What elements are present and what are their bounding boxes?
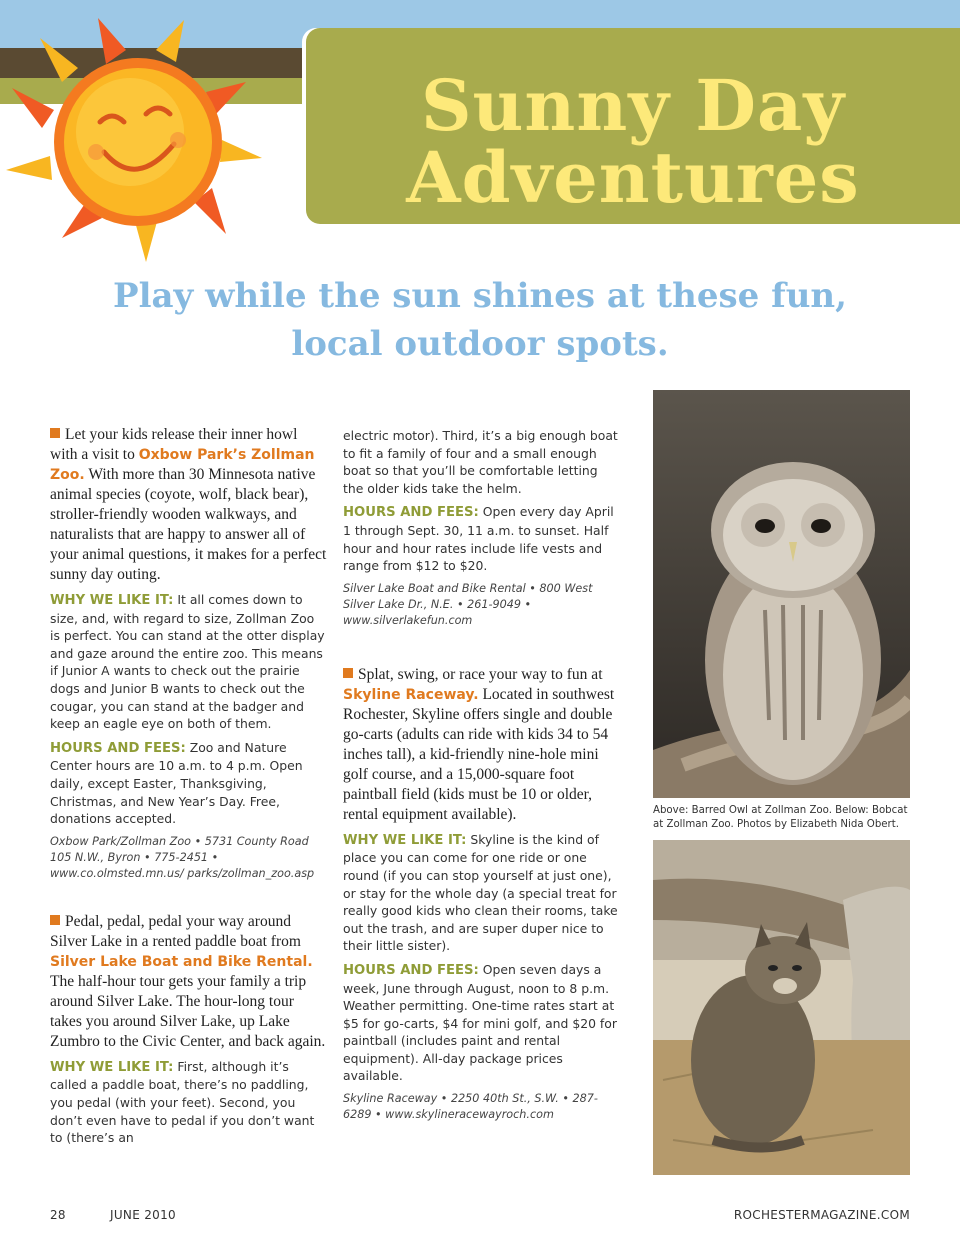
orange-square-bullet-icon [343,668,353,678]
zoo-intro-text-1: Let your kids release their inner howl with a visit to [50,426,298,463]
zoo-why [50,591,328,733]
title-line-1: Sunny Day [420,64,845,147]
raceway-hours [343,961,621,1085]
raceway-why-text: Skyline is the kind of place you can come for one ride or one round (if you can stop yourself at just one), or stay for the whole day (a special treat for really good kids who clean their rooms, take out the trash, and are super duper nice to their little sister). [343,831,618,954]
article-column-1 [50,425,328,1153]
page-subtitle [60,272,900,368]
lake-why-text: First, although it’s called a paddle boat, there’s no paddling, you pedal (with your feet). Second, you don’t even have to pedal if you don’t want to (there’s an [50,1058,315,1146]
raceway-name: Skyline Raceway. [343,686,479,703]
raceway-address: Skyline Raceway • 2250 40th St., S.W. • 287-6289 • www.skylineracewayroch.com [343,1092,598,1122]
zoo-hours-label: HOURS AND FEES: [50,740,186,756]
zoo-address: Oxbow Park/Zollman Zoo • 5731 County Road 105 N.W., Byron • 775-2451 • www.co.olmsted.mn.us/ parks/zollman_zoo.asp [50,834,315,880]
page-number: 28 [50,1208,66,1222]
raceway-intro [343,665,621,825]
zoo-why-label: WHY WE LIKE IT: [50,593,174,608]
zoo-why-text: It all comes down to size, and, with regard to size, Zollman Zoo is perfect. You can stand at the otter display and gaze around the entire zoo. This means if Junior A wants to check out the prairie dogs and Junior B wants to check out the cougar, you can stand at the badger and keep an eagle eye on both of them. [50,592,325,732]
raceway-intro-text-2: Located in southwest Rochester, Skyline offers single and double go-carts (adults can ride with kids 34 to 54 inches tall), a kid-friendly nine-hole mini golf course, and a 15,000-square foot paintball field (kids must be 10 or older, rental equipment available). [343,685,615,823]
lake-why-continued: electric motor). Third, it’s a big enough boat to fit a family of four and a small enough boat so that you’ll be comfortable letting the older kids take the helm. [343,428,618,496]
lake-why [50,1058,328,1147]
raceway-why [343,831,621,955]
lake-why-label: WHY WE LIKE IT: [50,1059,174,1075]
page-title [306,64,960,219]
title-panel [306,28,960,224]
orange-square-bullet-icon [50,915,60,925]
lake-hours-text: Open every day April 1 through Sept. 30, 11 a.m. to sunset. Half hour and hour rates include life vests and range from $12 to $20. [343,504,614,574]
title-line-2: Adventures [406,136,860,219]
smiling-sun-icon [0,6,270,268]
lake-intro-text-1: Pedal, pedal, pedal your way around Silver Lake in a rented paddle boat from [50,912,301,950]
lake-address: Silver Lake Boat and Bike Rental • 800 West Silver Lake Dr., N.E. • 261-9049 • www.silverlakefun.com [343,581,593,627]
lake-name: Silver Lake Boat and Bike Rental. [50,953,313,970]
subtitle-line-1: Play while the sun shines at these fun, [113,276,847,316]
magazine-website: ROCHESTERMAGAZINE.COM [733,1208,910,1222]
photo-caption: Above: Barred Owl at Zollman Zoo. Below: Bobcat at Zollman Zoo. Photos by Elizabeth Nida Obert. [653,805,908,830]
bobcat-photo [653,840,910,1175]
raceway-why-label: WHY WE LIKE IT: [343,832,467,848]
zoo-hours [50,739,328,828]
lake-intro-text-2: The half-hour tour gets your family a trip around Silver Lake. The hour-long tour takes you around Silver Lake, up Lake Zumbro to the Civic Center, and back again. [50,972,326,1050]
lake-intro [50,912,328,1052]
orange-square-bullet-icon [50,428,60,438]
zoo-intro-text-2: With more than 30 Minnesota native animal species (coyote, wolf, black bear), stroller-friendly wooden walkways, and naturalists that are happy to answer all of your animal questions, it makes for a perfect sunny day outing. [50,466,327,583]
barred-owl-photo [653,390,910,798]
article-column-2 [343,427,621,1129]
raceway-hours-text: Open seven days a week, June through August, noon to 8 p.m. Weather permitting. One-time rates start at $5 for go-carts, $4 for mini golf, and $20 for paintball (includes paint and rental equipment). All-day package prices available. [343,961,617,1084]
zoo-hours-text: Zoo and Nature Center hours are 10 a.m. to 4 p.m. Open daily, except Easter, Thanksgiving, Christmas, and New Year’s Day. Free, donations accepted. [50,739,303,827]
zoo-intro [50,425,328,585]
issue-date: JUNE 2010 [110,1208,176,1222]
lake-hours [343,503,621,574]
lake-hours-label: HOURS AND FEES: [343,505,479,521]
raceway-hours-label: HOURS AND FEES: [343,962,479,978]
subtitle-line-2: local outdoor spots. [291,324,669,364]
zoo-name: Oxbow Park’s Zollman Zoo. [50,447,315,483]
raceway-intro-text-1: Splat, swing, or race your way to fun at [358,665,603,683]
